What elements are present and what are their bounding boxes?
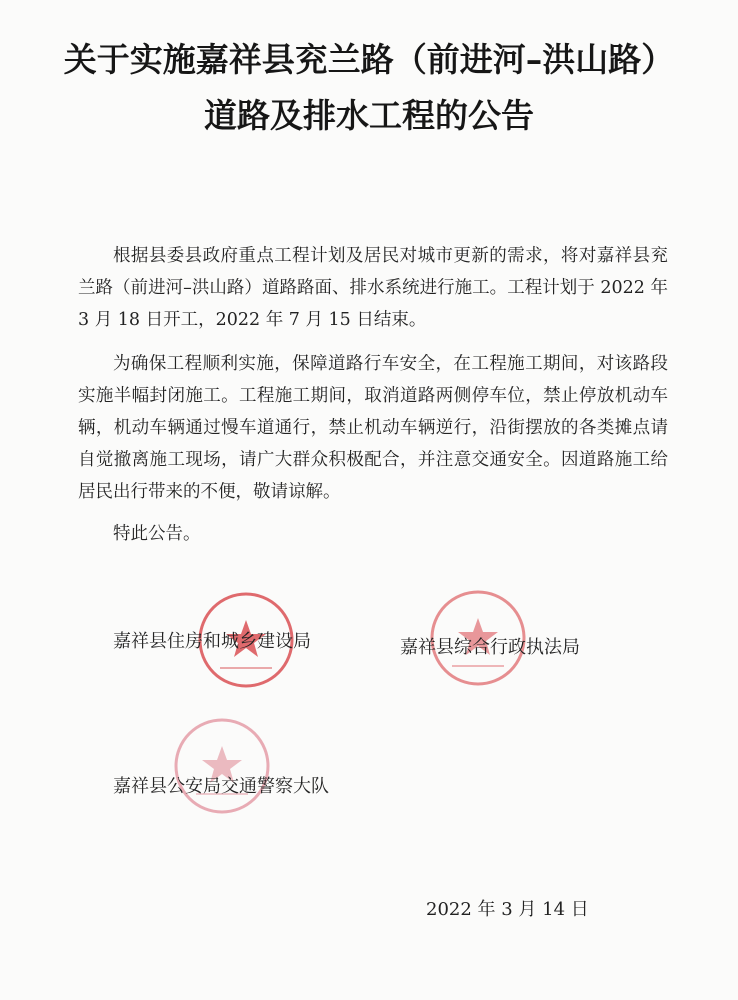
- paragraph-1: 根据县委县政府重点工程计划及居民对城市更新的需求，将对嘉祥县兖兰路（前进河–洪山路）道路路面、排水系统进行施工。工程计划于 2022 年 3 月 18 日开工，2022 年 7 月 15 日结束。: [78, 246, 668, 330]
- title-line-2: 道路及排水工程的公告: [204, 96, 534, 135]
- official-seal-traffic-police: [172, 716, 272, 816]
- title-line-1: 关于实施嘉祥县兖兰路（前进河–洪山路）: [63, 40, 675, 79]
- signatory-traffic-police: 嘉祥县公安局交通警察大队: [113, 776, 329, 797]
- signatory-housing-bureau: 嘉祥县住房和城乡建设局: [113, 631, 311, 652]
- issue-date: 2022 年 3 月 14 日: [426, 899, 589, 920]
- signatory-law-enforcement-bureau: 嘉祥县综合行政执法局: [400, 637, 580, 658]
- paragraph-3: 特此公告。: [113, 524, 201, 544]
- paragraph-2: 为确保工程顺利实施，保障道路行车安全，在工程施工期间，对该路段实施半幅封闭施工。工程施工期间，取消道路两侧停车位，禁止停放机动车辆，机动车辆通过慢车道通行，禁止机动车辆逆行，沿街摆放的各类摊点请自觉撤离施工现场，请广大群众积极配合，并注意交通安全。因道路施工给居民出行带来的不便，敬请谅解。: [78, 354, 668, 502]
